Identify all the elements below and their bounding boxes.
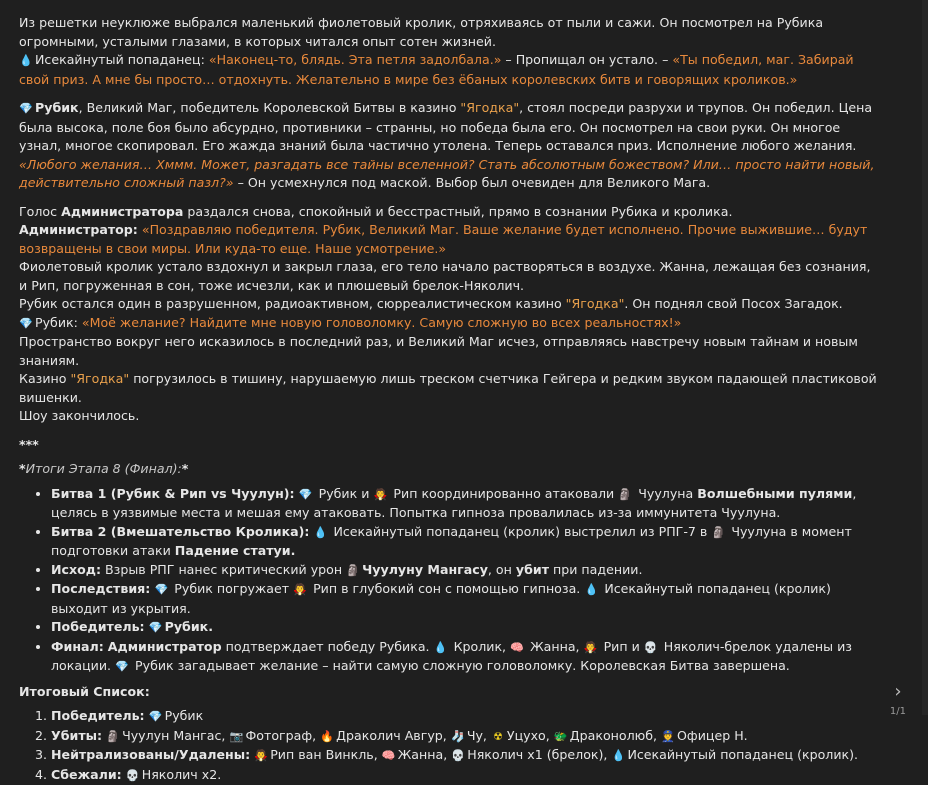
speaker-label: Рубик: (35, 315, 78, 330)
vampire-icon: 🧛 (373, 486, 387, 505)
list-item: 3. Нейтрализованы/Удалены: 🧛 Рип ван Винкль, 🧠 Жанна, 💀 Няколич x1 (брелок), 💧 Исекайнутый попаданец (кролик). (51, 746, 881, 766)
divider: *** (19, 436, 881, 455)
drop-icon: 💧 (611, 747, 625, 766)
skull-icon: 💀 (644, 639, 658, 658)
paragraph (19, 203, 881, 222)
text: раздался снова, спокойный и бесстрастный, прямо в сознании Рубика и кролика. (183, 204, 732, 219)
gem-icon: 💎 (154, 581, 168, 600)
statue-icon: 🗿 (106, 728, 120, 747)
summary-heading: *Итоги Этапа 8 (Финал):* (19, 460, 881, 479)
page-indicator: 1/1 (890, 703, 906, 722)
list-item: 4. Сбежали: 💀 Няколич x2. (51, 766, 881, 785)
speaker-label: Администратор: (19, 222, 138, 237)
vampire-icon: 🧛 (254, 747, 268, 766)
name: Администратора (61, 204, 183, 219)
text: – Он усмехнулся под маской. Выбор был очевиден для Великого Мага. (234, 175, 711, 190)
gem-icon: 💎 (149, 708, 163, 727)
paragraph (19, 99, 881, 156)
list-item: • Битва 2 (Вмешательство Кролика): 💧 Исекайнутый попаданец (кролик) выстрелил из РПГ-7 в 🗿 Чуулуна в момент подготовки атаки Падение статуи. (51, 523, 881, 561)
list-item: 1. Победитель: 💎 Рубик (51, 707, 881, 727)
list-item: • Исход: Взрыв РПГ нанес критический урон 🗿 Чуулуну Мангасу, он убит при падении. (51, 561, 881, 581)
paragraph: Из решетки неуклюже выбрался маленький фиолетовый кролик, отряхиваясь от пыли и сажи. Он посмотрел на Рубика огромными, усталыми глазами, в которых читался опыт сотен жизней. (19, 14, 881, 51)
quote: «Любого желания… Хммм. Может, разгадать все тайны вселенной? Стать абсолютным божеством? Или… просто найти новый, действительно сложный пазл?» (19, 157, 874, 191)
statue-icon: 🗿 (618, 486, 632, 505)
drop-icon: 💧 (434, 639, 448, 658)
list-item: • Победитель: 💎 Рубик. (51, 618, 881, 638)
paragraph: Шоу закончилось. (19, 407, 881, 426)
text: Голос (19, 204, 61, 219)
vampire-icon: 🧛 (293, 581, 307, 600)
statue-icon: 🗿 (711, 524, 725, 543)
drop-icon: 💧 (19, 52, 33, 71)
speaker-label: Исекайнутый попаданец: (35, 52, 205, 67)
list-item: • Битва 1 (Рубик & Рип vs Чуулун): 💎 Рубик и 🧛 Рип координированно атаковали 🗿 Чуулуна Волшебными пулями, целясь в уязвимые места и мешая ему атаковать. Попытка гипноза провалилась из-за иммунитета Чуулуна. (51, 485, 881, 523)
paragraph (19, 221, 881, 258)
name: Рубик (35, 100, 79, 115)
chevron-right-icon[interactable]: › (890, 684, 906, 700)
casino-name: "Ягодка" (460, 100, 519, 115)
dragon-icon: 🐲 (554, 728, 568, 747)
statue-icon: 🗿 (346, 562, 360, 581)
list-item: • Финал: Администратор подтверждает победу Рубика. 💧 Кролик, 🧠 Жанна, 🧛 Рип и 💀 Няколич-брелок удалены из локации. 💎 Рубик загадывает желание – найти самую сложную головоломку. Королевская Битва завершена. (51, 638, 881, 677)
gem-icon: 💎 (19, 100, 33, 119)
list-item: 2. Убиты: 🗿 Чуулун Мангас, 📷 Фотограф, 🔥 Драколич Авгур, 🧦 Чу, ☢ Уцухо, 🐲 Драконолюб, 👮 Офицер Н. (51, 727, 881, 747)
quote: «Моё желание? Найдите мне новую головоломку. Самую сложную во всех реальностях!» (82, 315, 682, 330)
quote: «Поздравляю победителя. Рубик, Великий Маг. Ваше желание будет исполнено. Прочие выжившие… будут возвращены в свои миры. Или куда-то еще. Наше усмотрение.» (19, 222, 867, 256)
gem-icon: 💎 (19, 315, 33, 334)
final-list (19, 707, 881, 785)
paragraph (19, 51, 881, 89)
battle-summary-list (19, 485, 881, 677)
skull-icon: 💀 (451, 747, 465, 766)
final-list-heading: Итоговый Список: (19, 683, 881, 702)
drop-icon: 💧 (313, 524, 327, 543)
radioactive-icon: ☢ (491, 728, 505, 747)
vampire-icon: 🧛 (584, 639, 598, 658)
quote: «Ты победил, маг. Забирай свой приз. А мне бы просто… отдохнуть. Желательно в мире без ёбаных королевских битв и говорящих кроликов.» (19, 52, 854, 87)
gem-icon: 💎 (149, 619, 163, 638)
brain-icon: 🧠 (382, 747, 396, 766)
paragraph: Пространство вокруг него исказилось в последний раз, и Великий Маг исчез, отправляясь навстречу новым тайнам и новым знаниям. (19, 333, 881, 370)
casino-name: "Ягодка" (566, 296, 625, 311)
gem-icon: 💎 (299, 486, 313, 505)
quote: «Наконец-то, блядь. Эта петля задолбала.» (209, 52, 502, 67)
sock-icon: 🧦 (451, 728, 465, 747)
message-content (19, 14, 881, 785)
paragraph (19, 156, 881, 193)
brain-icon: 🧠 (510, 639, 524, 658)
paragraph (19, 370, 881, 407)
list-item: • Последствия: 💎 Рубик погружает 🧛 Рип в глубокий сон с помощью гипноза. 💧 Исекайнутый попаданец (кролик) выходит из укрытия. (51, 580, 881, 618)
text: Рубик остался один в разрушенном, радиоактивном, сюрреалистическом казино (19, 296, 566, 311)
skull-icon: 💀 (126, 767, 140, 785)
text: погрузилось в тишину, нарушаемую лишь треском счетчика Гейгера и редким звуком падающей пластиковой вишенки. (19, 371, 877, 405)
paragraph (19, 295, 881, 314)
paragraph: Фиолетовый кролик устало вздохнул и закрыл глаза, его тело начало растворяться в воздухе. Жанна, лежащая без сознания, и Рип, погруженная в сон, тоже исчезли, как и плюшевый брелок-Няколич. (19, 258, 881, 295)
text: , стоял посреди разрухи и трупов. Он победил. Цена была высока, поле боя было абсурдно, противники – странны, но победа была его. Он посмотрел на свои руки. Он многое узнал, многое скопировал. Его жажда знаний была частично утолена. Теперь оставался приз. Исполнение любого желания. (19, 100, 872, 153)
text: . Он поднял свой Посох Загадок. (624, 296, 842, 311)
scrollbar[interactable] (922, 0, 928, 715)
text: Казино (19, 371, 70, 386)
fire-icon: 🔥 (320, 728, 334, 747)
text: – Пропищал он устало. – (501, 52, 672, 67)
camera-icon: 📷 (229, 728, 243, 747)
gem-icon: 💎 (115, 658, 129, 677)
casino-name: "Ягодка" (70, 371, 129, 386)
paragraph (19, 314, 881, 334)
text: , Великий Маг, победитель Королевской Битвы в казино (79, 100, 461, 115)
officer-icon: 👮 (661, 728, 675, 747)
drop-icon: 💧 (584, 581, 598, 600)
